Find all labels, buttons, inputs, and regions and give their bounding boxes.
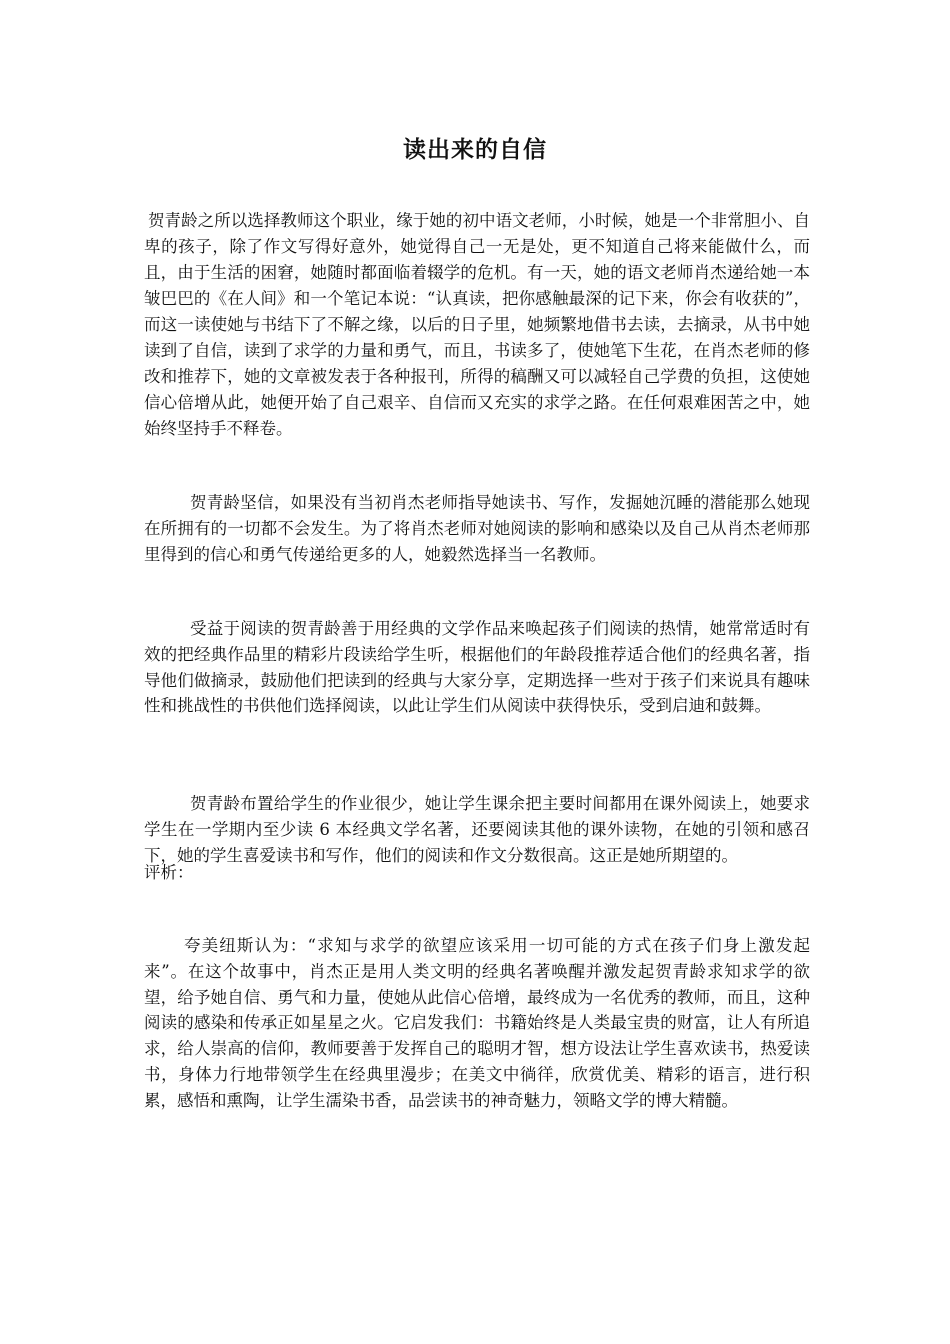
document-title: 读出来的自信 (403, 137, 547, 163)
analysis-label: 评析： (144, 863, 194, 882)
analysis-paragraph: 夸美纽斯认为：“求知与求学的欲望应该采用一切可能的方式在孩子们身上激发起来”。在这个故事中，肖杰正是用人类文明的经典名著唤醒并激发起贺青龄求知求学的欲望，给予她自信、勇气和力量，使她从此信心倍增，最终成为一名优秀的教师，而且，这种阅读的感染和传承正如星星之火。它启发我们：书籍始终是人类最宝贵的财富，让人有所追求，给人崇高的信仰，教师要善于发挥自己的聪明才智，想方设法让学生喜欢读书，热爱读书，身体力行地带领学生在经典里漫步；在美文中徜徉，欣赏优美、精彩的语言，进行积累，感悟和熏陶，让学生濡染书香，品尝读书的神奇魅力，领略文学的博大精髓。 (144, 936, 810, 1110)
paragraph-1: 贺青龄之所以选择教师这个职业，缘于她的初中语文老师，小时候，她是一个非常胆小、自卑的孩子，除了作文写得好意外，她觉得自己一无是处，更不知道自己将来能做什么，而且，由于生活的困窘，她随时都面临着辍学的危机。有一天，她的语文老师肖杰递给她一本皱巴巴的《在人间》和一个笔记本说：“认真读，把你感触最深的记下来，你会有收获的”，而这一读使她与书结下了不解之缘，以后的日子里，她频繁地借书去读，去摘录，从书中她读到了自信，读到了求学的力量和勇气，而且，书读多了，使她笔下生花，在肖杰老师的修改和推荐下，她的文章被发表于各种报刊，所得的稿酬又可以减轻自己学费的负担，这使她信心倍增从此，她便开始了自己艰辛、自信而又充实的求学之路。在任何艰难困苦之中，她始终坚持手不释卷。 (144, 211, 810, 438)
paragraph-3: 受益于阅读的贺青龄善于用经典的文学作品来唤起孩子们阅读的热情，她常常适时有效的把经典作品里的精彩片段读给学生听，根据他们的年龄段推荐适合他们的经典名著，指导他们做摘录，鼓励他们把读到的经典与大家分享，定期选择一些对于孩子们来说具有趣味性和挑战性的书供他们选择阅读，以此让学生们从阅读中获得快乐，受到启迪和鼓舞。 (144, 619, 810, 716)
paragraph-2: 贺青龄坚信，如果没有当初肖杰老师指导她读书、写作，发掘她沉睡的潜能那么她现在所拥有的一切都不会发生。为了将肖杰老师对她阅读的影响和感染以及自己从肖杰老师那里得到的信心和勇气传递给更多的人，她毅然选择当一名教师。 (144, 493, 810, 564)
paragraph-4: 贺青龄布置给学生的作业很少，她让学生课余把主要时间都用在课外阅读上，她要求学生在一学期内至少读 6 本经典文学名著，还要阅读其他的课外读物，在她的引领和感召下，她的学生喜爱读书和写作，他们的阅读和作文分数很高。这正是她所期望的。 (144, 794, 810, 865)
